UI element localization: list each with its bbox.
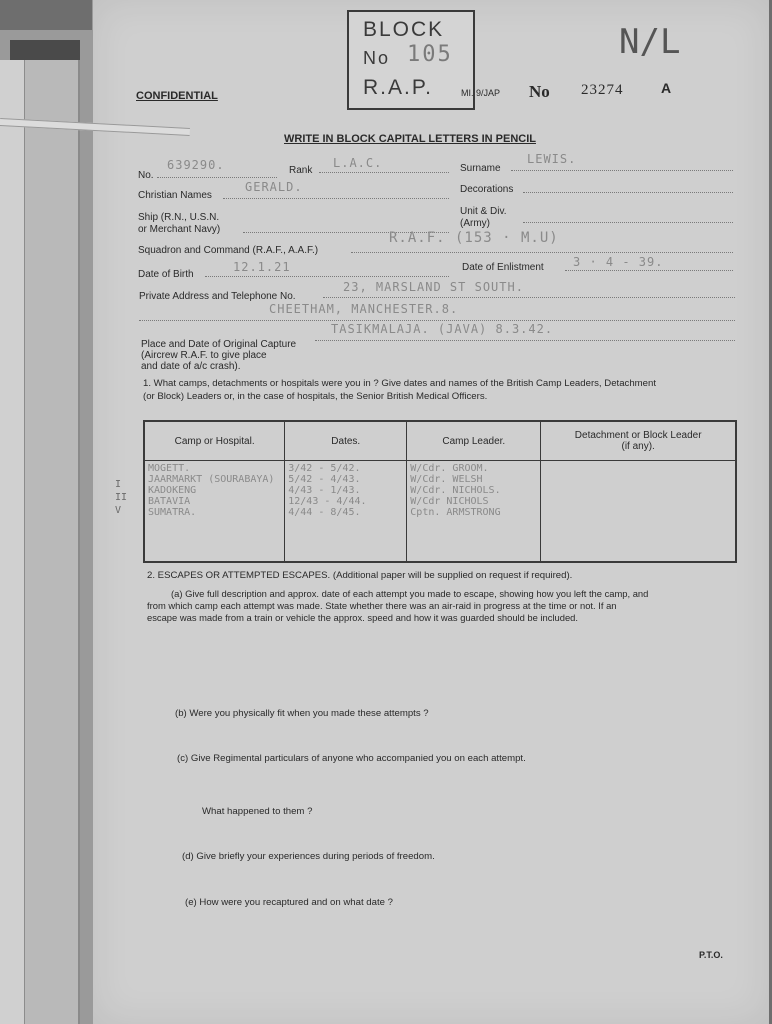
question-2c: (c) Give Regimental particulars of anyone who accompanied you on each attempt. <box>177 753 526 764</box>
surname-value: LEWIS. <box>527 152 577 166</box>
form-code: MI. 9/JAP <box>461 88 501 98</box>
table-row <box>144 461 736 563</box>
stamp-number: 105 <box>407 42 453 67</box>
decorations-label: Decorations <box>460 184 514 195</box>
address-label: Private Address and Telephone No. <box>139 291 296 302</box>
leader-entry: W/Cdr. GROOM. <box>410 463 489 474</box>
capture-label-1: Place and Date of Original Capture <box>141 339 297 350</box>
pto-label: P.T.O. <box>699 950 723 960</box>
squadron-value: R.A.F. (153 · M.U) <box>389 230 559 246</box>
service-number: 639290. <box>167 158 225 172</box>
enlistment-value: 3 · 4 - 39. <box>573 255 664 269</box>
surname-label: Surname <box>460 163 501 174</box>
corner-note: N/L <box>619 22 681 62</box>
question-2d: (d) Give briefly your experiences during periods of freedom. <box>182 851 435 862</box>
unit-label-1: Unit & Div. <box>460 206 507 217</box>
date-entry: 12/43 - 4/44. <box>288 496 367 507</box>
camp-entry: BATAVIA <box>148 496 191 507</box>
no-label: No. <box>138 170 154 181</box>
question-1-line-1: 1. What camps, detachments or hospitals were you in ? Give dates and names of the British Camp Leaders, Detachment <box>143 378 656 389</box>
question-1-line-2: (or Block) Leaders or, in the case of hospitals, the Senior British Medical Officers. <box>143 391 488 402</box>
camp-cell <box>144 461 285 563</box>
question-2-title: 2. ESCAPES OR ATTEMPTED ESCAPES. (Additional paper will be supplied on request if required). <box>147 570 573 581</box>
capture-label-2: (Aircrew R.A.F. to give place <box>141 350 267 361</box>
question-2a-line-3: escape was made from a train or vehicle the approx. speed and how it was guarded should be included. <box>147 612 578 623</box>
date-entry: 3/42 - 5/42. <box>288 463 361 474</box>
christian-names-value: GERALD. <box>245 180 303 194</box>
block-stamp <box>347 10 475 110</box>
ship-label-1: Ship (R.N., U.S.N. <box>138 212 220 223</box>
form-page <box>92 0 769 1024</box>
camps-table <box>143 420 737 563</box>
leader-cell <box>407 461 541 563</box>
question-2a-line-2: from which camp each attempt was made. State whether there was an air-raid in progress at the time or not. If an <box>147 600 617 611</box>
unit-label-2: (Army) <box>460 218 490 229</box>
folder-strip <box>18 60 80 1024</box>
column-header-dates: Dates. <box>285 421 407 461</box>
form-number: 23274 <box>581 82 624 98</box>
column-header-camp: Camp or Hospital. <box>144 421 285 461</box>
leader-entry: Cptn. ARMSTRONG <box>410 507 501 518</box>
question-2a-line-1: (a) Give full description and approx. date of each attempt you made to escape, showing how you left the camp, and <box>171 588 649 599</box>
dob-value: 12.1.21 <box>233 260 291 274</box>
detachment-cell <box>541 461 736 563</box>
enlistment-label: Date of Enlistment <box>462 262 544 273</box>
ship-label-2: or Merchant Navy) <box>138 224 221 235</box>
form-suffix: A <box>661 80 672 96</box>
date-entry: 4/43 - 1/43. <box>288 485 361 496</box>
folder-edge <box>0 60 25 1024</box>
address-line-1: 23, MARSLAND ST SOUTH. <box>343 280 524 294</box>
dob-label: Date of Birth <box>138 269 194 280</box>
rank-value: L.A.C. <box>333 156 383 170</box>
column-header-detachment: Detachment or Block Leader (if any). <box>541 421 736 461</box>
date-entry: 4/44 - 8/45. <box>288 507 361 518</box>
question-2e: (e) How were you recaptured and on what date ? <box>185 897 393 908</box>
camp-entry: MOGETT. <box>148 463 191 474</box>
instruction-heading: WRITE IN BLOCK CAPITAL LETTERS IN PENCIL <box>284 133 536 145</box>
stamp-line-3: R.A.P. <box>363 76 433 99</box>
date-entry: 5/42 - 4/43. <box>288 474 361 485</box>
camp-entry: SUMATRA. <box>148 507 197 518</box>
christian-names-label: Christian Names <box>138 190 212 201</box>
stamp-line-1: BLOCK <box>363 18 445 41</box>
capture-value: TASIKMALAJA. (JAVA) 8.3.42. <box>331 322 554 336</box>
camp-entry: KADOKENG <box>148 485 197 496</box>
confidential-label: CONFIDENTIAL <box>136 90 218 102</box>
question-2c-followup: What happened to them ? <box>202 806 313 817</box>
margin-note: I II V <box>115 479 128 516</box>
leader-entry: W/Cdr. NICHOLS. <box>410 485 501 496</box>
column-header-leader: Camp Leader. <box>407 421 541 461</box>
camp-entry: JAARMARKT (SOURABAYA) <box>148 474 275 485</box>
address-line-2: CHEETHAM, MANCHESTER.8. <box>269 302 459 316</box>
dates-cell <box>285 461 407 563</box>
leader-entry: W/Cdr. WELSH <box>410 474 483 485</box>
number-label: No <box>529 82 550 101</box>
stamp-line-2: No <box>363 48 391 68</box>
rank-label: Rank <box>289 165 313 176</box>
question-2b: (b) Were you physically fit when you made these attempts ? <box>175 708 429 719</box>
capture-label-3: and date of a/c crash). <box>141 361 241 372</box>
squadron-label: Squadron and Command (R.A.F., A.A.F.) <box>138 245 319 256</box>
leader-entry: W/Cdr NICHOLS <box>410 496 489 507</box>
